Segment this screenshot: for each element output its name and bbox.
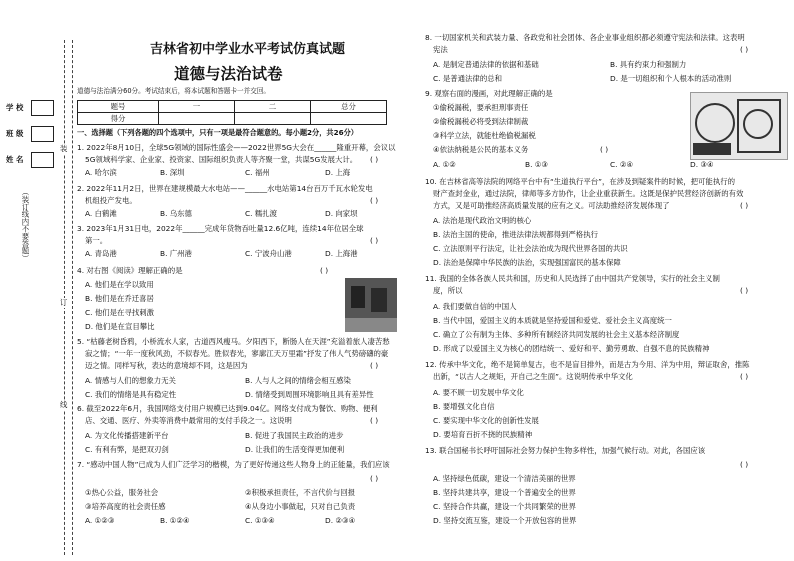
- q6-option-c: C. 有利有弊，是把双刃剑: [85, 445, 169, 454]
- q5-option-b: B. 人与人之间的情绪会相互感染: [245, 376, 351, 385]
- q7-option-d: D. ②③④: [325, 516, 356, 525]
- q3-option-d: D. 上海港: [325, 249, 358, 258]
- q13-option-a: A. 坚持绿色低碳，建设一个清洁美丽的世界: [433, 474, 576, 483]
- name-label: 姓 名: [6, 155, 24, 164]
- q2-option-d: D. 向家坝: [325, 209, 358, 218]
- q9-item-4: ④依法纳税是公民的基本义务: [433, 145, 529, 154]
- q9-item-1: ①偷税漏税，要承担刑事责任: [433, 103, 529, 112]
- side-fields: [6, 100, 54, 168]
- q6-line2: 店、交通、医疗、外卖等消费中最常用的支付手段之一。这说明: [85, 416, 292, 425]
- q5-answer-slot[interactable]: ( ): [370, 361, 379, 370]
- q7-item-3: ③培养高度的社会责任感: [85, 502, 166, 511]
- q8-answer-slot[interactable]: ( ): [740, 45, 749, 54]
- q12-answer-slot[interactable]: ( ): [740, 372, 749, 381]
- school-field[interactable]: [31, 100, 54, 116]
- class-label: 班 级: [6, 129, 24, 138]
- q7-option-a: A. ①②③: [85, 516, 115, 525]
- q11-option-d: D. 形成了以爱国主义为核心的团结统一、爱好和平、勤劳勇敢、自强不息的民族精神: [433, 344, 710, 353]
- reading-cartoon-image: [345, 278, 397, 332]
- q8-option-d: D. 是一切组织和个人根本的活动准则: [610, 74, 732, 83]
- q1-option-c: C. 福州: [245, 168, 270, 177]
- score-cell-part1[interactable]: [159, 113, 235, 125]
- q9-item-3: ③科学立法，就能杜绝偷税漏税: [433, 131, 536, 140]
- q12-line2: 出新，“以古人之规矩，开自己之生面”。这说明传承中华文化: [433, 372, 633, 381]
- q5-line3: 迈之情。同样写秋，表达的意境却不同，这是因为: [85, 361, 248, 370]
- binding-xian: 线: [60, 400, 68, 409]
- q6-option-d: D. 让我们的生活变得更加便利: [245, 445, 345, 454]
- q1-answer-slot[interactable]: ( ): [370, 155, 379, 164]
- q7-item-2: ②积极承担责任，不言代价与回报: [245, 488, 356, 497]
- q11-option-a: A. 我们要做自信的中国人: [433, 302, 517, 311]
- q12-option-b: B. 要增强文化自信: [433, 402, 495, 411]
- q10-line2: 财产查封金业，通过法院，律师等多方协作，让企业重获新生。这既是保护民营经济创新的有效: [433, 189, 744, 198]
- q1-line2: 5G领域科学家、企业家、投资家、国际组织负责人等齐聚一堂，共谋5G发展大计。: [85, 155, 358, 164]
- q2-option-a: A. 白鹤滩: [85, 209, 117, 218]
- q4-option-d: D. 他们是在宣目攀比: [85, 322, 155, 331]
- q6-line1: 6. 截至2022年6月，我国网络支付用户规模已达到9.04亿。网络支付成为餐饮、购物、便利: [77, 404, 378, 413]
- q11-line1: 11. 我国的全体各族人民共和国，历史和人民选择了由中国共产党领导，实行的社会主义制: [425, 274, 720, 283]
- q12-option-c: C. 要实现中华文化的创新性发展: [433, 416, 539, 425]
- q6-answer-slot[interactable]: ( ): [370, 416, 379, 425]
- q11-line2: 度，所以: [433, 286, 463, 295]
- q10-option-b: B. 法治主国的使命，推进法律法规都得到严格执行: [433, 230, 598, 239]
- q1-option-d: D. 上海: [325, 168, 351, 177]
- binding-zhuang: 装: [60, 144, 68, 153]
- q11-answer-slot[interactable]: ( ): [740, 286, 749, 295]
- score-header-label: 题号: [78, 101, 159, 113]
- q4-option-a: A. 他们是在学以致用: [85, 280, 154, 289]
- q5-line1: 5. “枯藤老树昏鸦，小桥流水人家，古道西风瘦马。夕阳西下，断肠人在天涯”充溢着旅人凄苦愁: [77, 337, 390, 346]
- exam-subtitle: 道德与法治试卷: [174, 65, 283, 83]
- q6-option-a: A. 为文化传播搭建新平台: [85, 431, 169, 440]
- q13-answer-slot[interactable]: ( ): [740, 460, 749, 469]
- binding-line-inner: [72, 40, 73, 555]
- q7-option-b: B. ①②④: [160, 516, 190, 525]
- q12-line1: 12. 传承中华文化，绝不是简单复古，也不是盲目排外，而是古为今用、洋为中用，辩证取舍，推陈: [425, 360, 750, 369]
- q10-option-a: A. 法治是现代政治文明的核心: [433, 216, 532, 225]
- q2-line2: 机组投产发电。: [85, 196, 137, 205]
- q11-option-c: C. 确立了公有制为主体、多种所有制经济共同发展的社会主义基本经济制度: [433, 330, 680, 339]
- score-row-label: 得分: [78, 113, 159, 125]
- q12-option-a: A. 要不顾一切发展中华文化: [433, 388, 524, 397]
- q3-option-c: C. 宁波舟山港: [245, 249, 292, 258]
- q5-option-a: A. 情感与人们的想象力无关: [85, 376, 176, 385]
- binding-warning: （装订线内不要答题）: [21, 188, 30, 262]
- q10-answer-slot[interactable]: ( ): [740, 201, 749, 210]
- q7-answer-slot[interactable]: ( ): [370, 474, 379, 483]
- q9-option-d: D. ③④: [690, 160, 714, 169]
- q3-line2: 第一。: [85, 236, 108, 245]
- q4-answer-slot[interactable]: ( ): [320, 266, 329, 275]
- q7-option-c: C. ①③④: [245, 516, 275, 525]
- q13-option-b: B. 坚持共建共享，建设一个普遍安全的世界: [433, 488, 576, 497]
- q3-line1: 3. 2023年1月31日电，2022年______完成年货物吞吐量12.6亿吨，连续14年位居全球: [77, 224, 364, 233]
- exam-instructions: 道德与法治满分60分。考试结束后，将本试题和答题卡一并交回。: [77, 87, 271, 95]
- q7-item-4: ④从身边小事做起，只对自己负责: [245, 502, 356, 511]
- q2-line1: 2. 2022年11月2日，世界在建规模最大水电站——______水电站第14台百万千瓦水轮发电: [77, 184, 373, 193]
- q9-item-2: ②偷税漏税必将受到法律制裁: [433, 117, 529, 126]
- q7-item-1: ①热心公益，服务社会: [85, 488, 159, 497]
- name-field[interactable]: [31, 152, 54, 168]
- score-cell-total[interactable]: [311, 113, 387, 125]
- score-header-total: 总分: [311, 101, 387, 113]
- q3-option-b: B. 广州港: [160, 249, 192, 258]
- q5-option-d: D. 情绪受到周围环境影响且具有差异性: [245, 390, 374, 399]
- q4-stem: 4. 对右图《阅读》理解正确的是: [77, 266, 183, 275]
- q3-answer-slot[interactable]: ( ): [370, 236, 379, 245]
- score-table: [77, 100, 387, 125]
- exam-title: 吉林省初中学业水平考试仿真试题: [150, 42, 346, 57]
- q13-option-d: D. 坚持交流互鉴，建设一个开放包容的世界: [433, 516, 577, 525]
- class-field[interactable]: [31, 126, 54, 142]
- score-header-part2: 二: [235, 101, 311, 113]
- q1-option-b: B. 深圳: [160, 168, 185, 177]
- q10-option-c: C. 立法原则平行法定，让社会法治成为现代世界各国的共识: [433, 244, 628, 253]
- q9-stem: 9. 观察右面的漫画，对此理解正确的是: [425, 89, 553, 98]
- q5-option-c: C. 我们的情绪是具有稳定性: [85, 390, 177, 399]
- score-header-part1: 一: [159, 101, 235, 113]
- q7-stem: 7. “感动中国人物”已成为人们广泛学习的楷模，为了更好传递这些人物身上的正能量，我们应该: [77, 460, 390, 469]
- q2-answer-slot[interactable]: ( ): [370, 196, 379, 205]
- tax-cartoon-image: [690, 92, 788, 160]
- q2-option-c: C. 糯扎渡: [245, 209, 278, 218]
- q9-answer-slot[interactable]: ( ): [600, 145, 609, 154]
- section1-heading: 一、选择题（下列各题的四个选项中，只有一项是最符合题意的。每小题2分，共26分）: [77, 128, 358, 137]
- q1-line1: 1. 2022年8月10日，全球5G领域的国际性盛会——2022世界5G大会在______隆重开幕，会议以: [77, 143, 396, 152]
- q13-stem: 13. 联合国秘书长呼吁国际社会努力保护生物多样性，加强气候行动。对此，各国应该: [425, 446, 706, 455]
- binding-ding: 订: [60, 298, 68, 307]
- q11-option-b: B. 当代中国，爱国主义的本质就是坚持爱国和爱党、爱社会主义高度统一: [433, 316, 672, 325]
- q2-option-b: B. 乌东德: [160, 209, 192, 218]
- q13-option-c: C. 坚持合作共赢，建设一个共同繁荣的世界: [433, 502, 576, 511]
- score-cell-part2[interactable]: [235, 113, 311, 125]
- q8-option-c: C. 是普通法律的总和: [433, 74, 502, 83]
- q6-option-b: B. 促进了我国民主政治的进步: [245, 431, 344, 440]
- q9-option-b: B. ①③: [525, 160, 549, 169]
- school-label: 学 校: [6, 103, 24, 112]
- q9-option-c: C. ②④: [610, 160, 634, 169]
- q10-line1: 10. 在吉林省高等法院的网络平台中有“生道执行平台”，在涉及到疑案件的时候，把可能执行的: [425, 177, 735, 186]
- q8-line2: 宪法: [433, 45, 448, 54]
- q10-option-d: D. 法治是保障中华民族的法治，实现强国富民的基本保障: [433, 258, 621, 267]
- q10-line3: 方式，又是可助推经济高质量发展的应有之义。可法助推经济发展体现了: [433, 201, 670, 210]
- q5-line2: 寂之情；“一年一度秋风劲，不似春光。胜似春光，寥廓江天万里霜”抒发了伟人气势磅礴的豪: [85, 349, 389, 358]
- q1-option-a: A. 哈尔滨: [85, 168, 117, 177]
- q4-option-b: B. 他们是在乔迁喜居: [85, 294, 154, 303]
- q12-option-d: D. 要培育百折不挠的民族精神: [433, 430, 533, 439]
- q4-option-c: C. 他们是在寻找刺激: [85, 308, 154, 317]
- q8-option-b: B. 具有约束力和强制力: [610, 60, 687, 69]
- q9-option-a: A. ①②: [433, 160, 456, 169]
- q8-option-a: A. 是制定普通法律的依据和基础: [433, 60, 539, 69]
- q8-line1: 8. 一切国家机关和武装力量、各政党和社会团体、各企业事业组织都必须遵守宪法和法律。这表明: [425, 33, 745, 42]
- q3-option-a: A. 青岛港: [85, 249, 117, 258]
